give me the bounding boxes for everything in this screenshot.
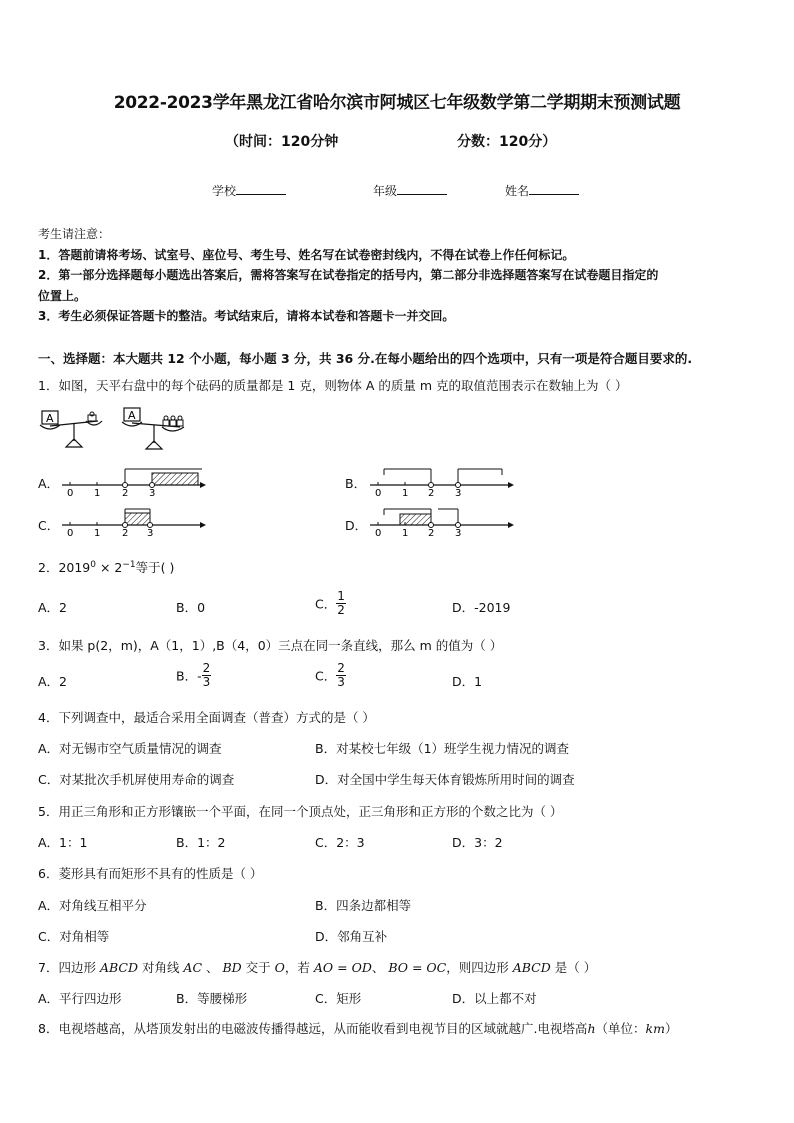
q7-text: ，若	[284, 960, 314, 975]
q2-option-c[interactable]	[315, 590, 346, 617]
q2-num: 2．	[38, 560, 59, 575]
notice-item: 1．答题前请将考场、试室号、座位号、考生号、姓名写在试卷密封线内，不得在试卷上作任何标记。	[38, 248, 575, 262]
tick-3: 3	[455, 488, 462, 499]
q7-cond2: BO = OC	[388, 960, 447, 975]
q1-option-b-numberline	[368, 465, 518, 499]
q6-option-b[interactable]: B．四条边都相等	[315, 898, 412, 913]
notice-item: 2．第一部分选择题每小题选出答案后，需将答案写在试卷指定的括号内，第二部分非选择题答案写在试卷题目指定的	[38, 268, 659, 282]
fraction-denominator: 3	[202, 675, 211, 689]
q2-option-c-label: C．	[315, 596, 337, 612]
grade-blank[interactable]	[397, 182, 447, 195]
tick-2: 2	[428, 528, 435, 539]
tick-2: 2	[122, 528, 129, 539]
name-field[interactable]	[505, 182, 579, 199]
q3-option-d[interactable]: D．1	[452, 674, 483, 689]
tick-3: 3	[147, 528, 154, 539]
notice-item: 位置上。	[38, 289, 87, 303]
q7-option-b[interactable]: B．等腰梯形	[176, 991, 248, 1006]
grade-field[interactable]	[373, 182, 447, 199]
tick-3: 3	[455, 528, 462, 539]
q2-option-d[interactable]: D．-2019	[452, 600, 511, 615]
q5-option-a[interactable]: A．1：1	[38, 835, 88, 850]
name-blank[interactable]	[529, 182, 579, 195]
q7-text: 7．四边形	[38, 960, 100, 975]
q2-tail: 等于( )	[135, 560, 175, 575]
q7-text: 、	[371, 960, 389, 975]
q7-cond1: AO = OD	[313, 960, 372, 975]
q1-option-c-label[interactable]: C．	[38, 518, 60, 533]
question-6-stem: 6．菱形具有而矩形不具有的性质是（ ）	[38, 866, 263, 881]
q5-option-d[interactable]: D．3：2	[452, 835, 503, 850]
q2-option-c-fraction	[336, 590, 346, 617]
q3-option-b-label: B．-	[176, 668, 202, 684]
balance-label-a: A	[128, 409, 136, 422]
balance-figure	[38, 405, 188, 453]
school-blank[interactable]	[236, 182, 286, 195]
q3-option-c[interactable]	[315, 662, 346, 689]
q8-text: 8．电视塔越高，从塔顶发射出的电磁波传播得越远，从而能收看到电视节目的区域就越广.电视塔高	[38, 1021, 588, 1036]
q3-option-c-label: C．	[315, 668, 337, 684]
q4-option-c[interactable]: C．对某批次手机屏使用寿命的调查	[38, 772, 235, 787]
name-label: 姓名	[505, 184, 530, 198]
q6-option-a[interactable]: A．对角线互相平分	[38, 898, 147, 913]
question-4-stem: 4．下列调查中，最适合采用全面调查（普查）方式的是（ ）	[38, 710, 375, 725]
q7-text: 是（ ）	[550, 960, 597, 975]
q3-option-a[interactable]: A．2	[38, 674, 68, 689]
tick-0: 0	[375, 528, 382, 539]
q4-option-a[interactable]: A．对无锡市空气质量情况的调查	[38, 741, 222, 756]
tick-3: 3	[149, 488, 156, 499]
q4-option-b[interactable]: B．对某校七年级（1）班学生视力情况的调查	[315, 741, 570, 756]
q4-option-d[interactable]: D．对全国中学生每天体育锻炼所用时间的调查	[315, 772, 575, 787]
fraction-numerator: 1	[337, 589, 345, 603]
q8-unit-km: km	[645, 1021, 665, 1036]
fraction-numerator: 2	[337, 661, 345, 675]
q5-option-b[interactable]: B．1：2	[176, 835, 226, 850]
tick-0: 0	[375, 488, 382, 499]
question-3-stem: 3．如果 p(2，m)，A（1，1）,B（4，0）三点在同一条直线，那么 m 的值为（ ）	[38, 638, 503, 653]
q3-option-b[interactable]	[176, 662, 211, 689]
q1-option-c-numberline	[60, 505, 210, 539]
q7-text: 、	[202, 960, 223, 975]
tick-2: 2	[122, 488, 129, 499]
tick-1: 1	[94, 528, 101, 539]
q5-option-c[interactable]: C．2：3	[315, 835, 365, 850]
q1-option-a-label[interactable]: A．	[38, 476, 60, 491]
q1-option-d-label[interactable]: D．	[345, 518, 368, 533]
question-1-stem: 1．如图，天平右盘中的每个砝码的质量都是 1 克，则物体 A 的质量 m 克的取值范围表示在数轴上为（ ）	[38, 378, 628, 393]
tick-2: 2	[428, 488, 435, 499]
fraction-denominator: 3	[337, 675, 345, 689]
notice-item: 3．考生必须保证答题卡的整洁。考试结束后，请将本试卷和答题卡一并交回。	[38, 309, 455, 323]
q6-option-c[interactable]: C．对角相等	[38, 929, 110, 944]
q6-option-d[interactable]: D．邻角互补	[315, 929, 388, 944]
fraction-numerator: 2	[202, 661, 211, 675]
q2-exp1: −1	[122, 559, 136, 570]
q7-option-c[interactable]: C．矩形	[315, 991, 362, 1006]
balance-right	[122, 408, 184, 449]
q2-option-b[interactable]: B．0	[176, 600, 206, 615]
balance-left	[40, 411, 102, 447]
q2-exp0: 0	[90, 559, 96, 570]
q8-text: （单位：	[595, 1021, 646, 1036]
q7-diag-ac: AC	[183, 960, 203, 975]
tick-1: 1	[94, 488, 101, 499]
exam-time: （时间：120分钟	[225, 134, 339, 150]
exam-score: 分数：120分）	[457, 134, 557, 150]
page-title: 2022-2023学年黑龙江省哈尔滨市阿城区七年级数学第二学期期末预测试题	[113, 93, 681, 113]
q7-text: 对角线	[137, 960, 184, 975]
question-7-stem	[38, 958, 596, 976]
q7-diag-bd: BD	[222, 960, 242, 975]
question-2-stem	[38, 558, 174, 576]
q8-var-h: h	[587, 1021, 596, 1036]
q1-option-b-label[interactable]: B．	[345, 476, 367, 491]
school-field[interactable]	[212, 182, 286, 199]
grade-label: 年级	[373, 184, 398, 198]
q7-option-a[interactable]: A．平行四边形	[38, 991, 122, 1006]
tick-0: 0	[67, 488, 74, 499]
q7-text: 交于	[241, 960, 275, 975]
q2-base: 2019	[58, 560, 91, 575]
school-label: 学校	[212, 184, 237, 198]
q7-text: ，则四边形	[446, 960, 513, 975]
q2-times: × 2	[96, 560, 123, 575]
q3-option-c-fraction	[336, 662, 346, 689]
q3-option-b-fraction	[202, 662, 212, 689]
tick-0: 0	[67, 528, 74, 539]
section-heading: 一、选择题：本大题共 12 个小题，每小题 3 分，共 36 分.在每小题给出的四个选项中，只有一项是符合题目要求的.	[38, 351, 693, 366]
balance-label-a: A	[46, 412, 54, 425]
q2-option-a[interactable]: A．2	[38, 600, 68, 615]
question-8-stem	[38, 1019, 677, 1037]
notice-heading: 考生请注意：	[38, 227, 111, 241]
q7-option-d[interactable]: D．以上都不对	[452, 991, 537, 1006]
q7-point-o: O	[274, 960, 285, 975]
q1-option-a-numberline	[60, 465, 210, 499]
question-5-stem: 5．用正三角形和正方形镶嵌一个平面，在同一个顶点处，正三角形和正方形的个数之比为（ ）	[38, 804, 563, 819]
q7-quad: ABCD	[512, 960, 551, 975]
fraction-denominator: 2	[337, 603, 345, 617]
q1-option-d-numberline	[368, 505, 518, 539]
q7-quad: ABCD	[99, 960, 138, 975]
q8-text: ）	[664, 1021, 678, 1036]
tick-1: 1	[402, 488, 409, 499]
tick-1: 1	[402, 528, 409, 539]
